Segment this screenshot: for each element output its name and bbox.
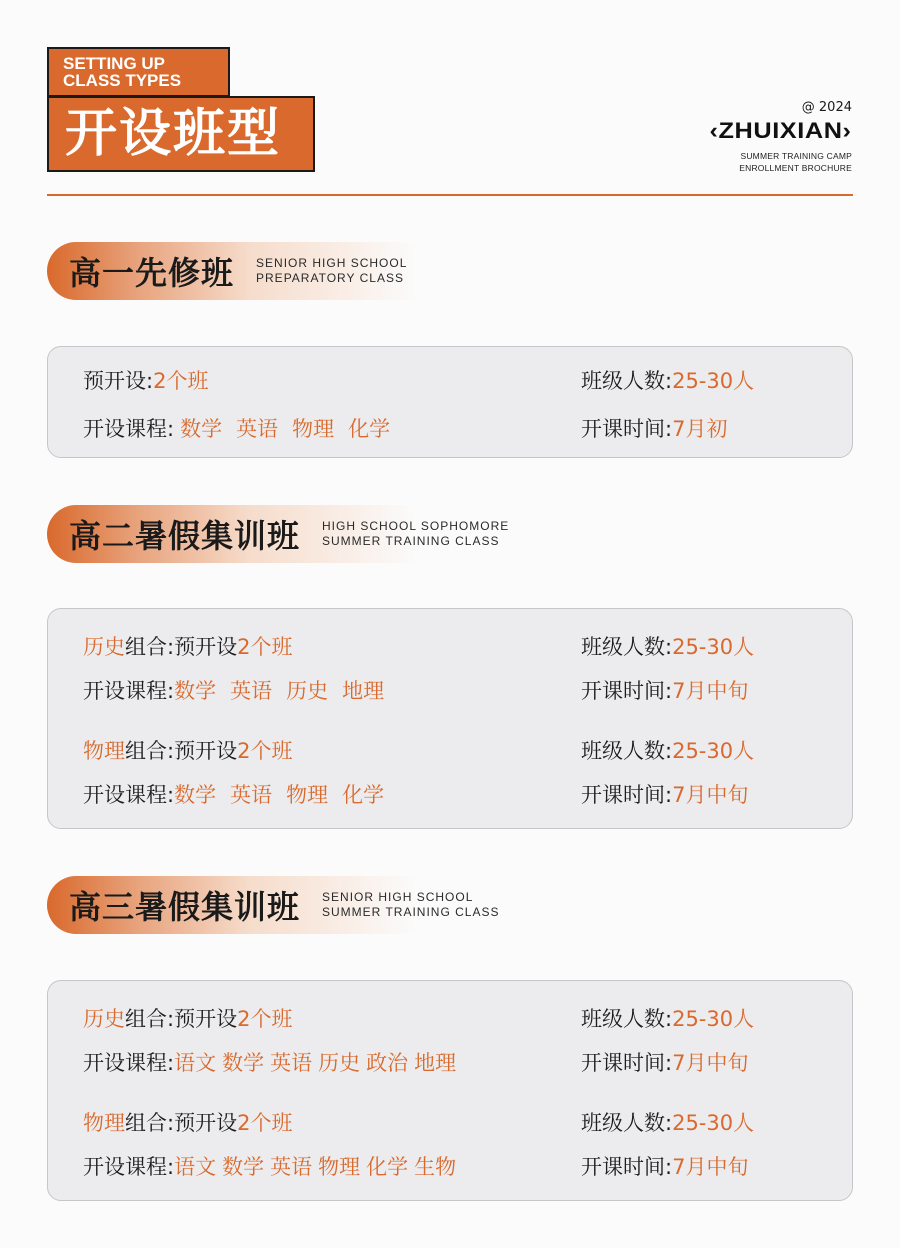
brand-logo: ‹ZHUIXIAN›	[709, 118, 852, 143]
brand-subtitle	[728, 150, 852, 174]
info-row	[83, 633, 777, 661]
section-title: 高三暑假集训班	[69, 888, 301, 926]
class-card-grade1	[47, 346, 853, 458]
badge-en-line2: CLASS TYPES	[63, 71, 182, 90]
start-time: 开课时间:7月中旬	[581, 783, 749, 807]
info-row	[83, 1005, 777, 1033]
badge-en-line1: SETTING UP	[63, 54, 166, 73]
class-card-grade3	[47, 980, 853, 1201]
class-size: 班级人数:25-30人	[581, 635, 755, 659]
section-en	[256, 256, 407, 286]
info-row	[83, 737, 777, 765]
course-list: 开设课程:语文 数学 英语 历史 政治 地理	[83, 1051, 457, 1075]
start-time: 开课时间:7月中旬	[581, 679, 749, 703]
info-row	[83, 1109, 777, 1137]
header-divider	[47, 194, 853, 196]
class-size: 班级人数:25-30人	[581, 1111, 755, 1135]
combo-physics: 物理组合:预开设2个班	[83, 1111, 293, 1135]
class-count: 预开设:2个班	[83, 369, 209, 393]
info-row	[83, 415, 777, 443]
info-row	[83, 781, 777, 809]
section-en	[322, 519, 509, 549]
section-en-line1: SENIOR HIGH SCHOOL	[322, 890, 474, 904]
start-time: 开课时间:7月初	[581, 417, 728, 441]
section-en-line2: SUMMER TRAINING CLASS	[322, 905, 500, 919]
class-size: 班级人数:25-30人	[581, 739, 755, 763]
class-card-grade2	[47, 608, 853, 829]
info-row	[83, 677, 777, 705]
brand-block	[709, 100, 852, 174]
start-time: 开课时间:7月中旬	[581, 1155, 749, 1179]
header-badge-en	[47, 47, 230, 97]
section-title: 高二暑假集训班	[69, 517, 301, 555]
combo-physics: 物理组合:预开设2个班	[83, 739, 293, 763]
brand-sub-line2: ENROLLMENT BROCHURE	[739, 163, 852, 173]
info-row	[83, 367, 777, 395]
section-en	[322, 890, 499, 920]
brand-year: @ 2024	[801, 100, 852, 115]
section-title: 高一先修班	[69, 254, 235, 292]
start-time: 开课时间:7月中旬	[581, 1051, 749, 1075]
section-en-line2: PREPARATORY CLASS	[256, 271, 404, 285]
info-row	[83, 1153, 777, 1181]
section-header-grade1	[47, 242, 467, 300]
section-en-line1: HIGH SCHOOL SOPHOMORE	[322, 519, 510, 533]
course-list: 开设课程: 数学 英语 物理 化学	[83, 417, 391, 441]
section-header-grade3	[47, 876, 500, 934]
course-list: 开设课程:语文 数学 英语 物理 化学 生物	[83, 1155, 457, 1179]
course-list: 开设课程:数学 英语 物理 化学	[83, 783, 385, 807]
combo-history: 历史组合:预开设2个班	[83, 1007, 293, 1031]
class-size: 班级人数:25-30人	[581, 369, 755, 393]
class-size: 班级人数:25-30人	[581, 1007, 755, 1031]
combo-history: 历史组合:预开设2个班	[83, 635, 293, 659]
brand-sub-line1: SUMMER TRAINING CAMP	[740, 151, 852, 161]
section-en-line1: SENIOR HIGH SCHOOL	[256, 256, 408, 270]
course-list: 开设课程:数学 英语 历史 地理	[83, 679, 385, 703]
page-title: 开设班型	[47, 96, 315, 172]
section-header-grade2	[47, 505, 510, 563]
info-row	[83, 1049, 777, 1077]
section-en-line2: SUMMER TRAINING CLASS	[322, 534, 500, 548]
